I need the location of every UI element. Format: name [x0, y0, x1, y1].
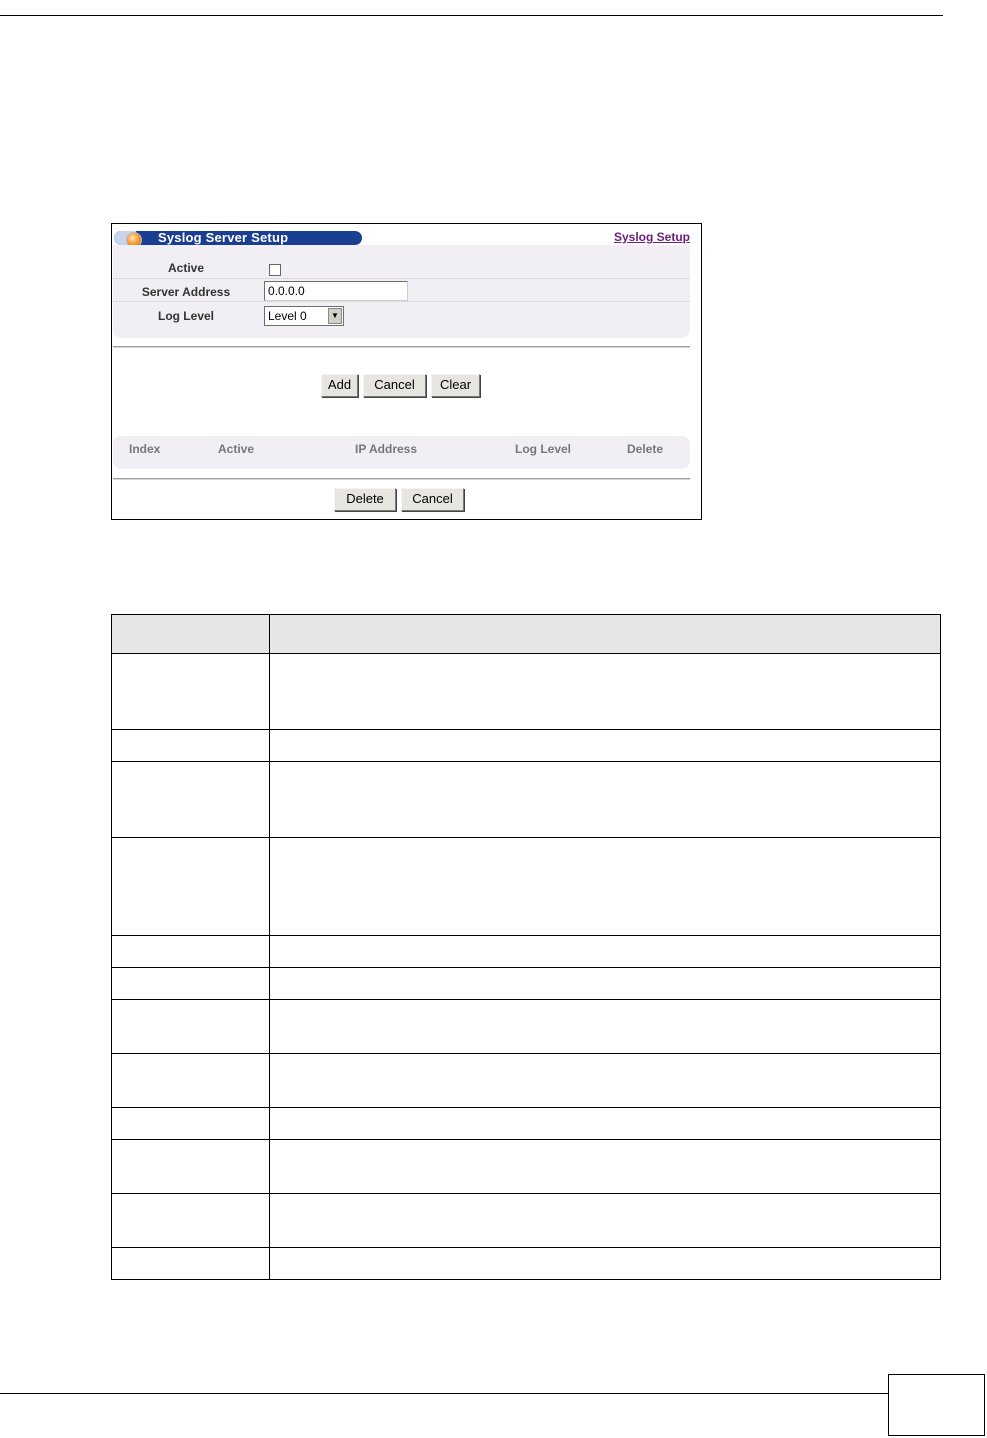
server-address-input[interactable]: 0.0.0.0 [264, 281, 408, 301]
table-row [112, 936, 941, 968]
server-address-label: Server Address [141, 285, 231, 299]
screen-title: Syslog Server Setup [158, 230, 289, 245]
cancel-button[interactable]: Cancel [363, 374, 426, 397]
table-header-row [112, 615, 941, 654]
table-row [112, 1140, 941, 1194]
table-row [112, 1194, 941, 1248]
column-header-active: Active [218, 442, 255, 456]
page-number-box [888, 1374, 985, 1436]
table-row [112, 838, 941, 936]
table-row [112, 968, 941, 1000]
active-checkbox[interactable] [269, 264, 281, 276]
divider [113, 478, 690, 480]
column-header-delete: Delete [627, 442, 664, 456]
table-row [112, 730, 941, 762]
cancel-button-2[interactable]: Cancel [401, 488, 464, 511]
column-header-log-level: Log Level [515, 442, 572, 456]
clear-button[interactable]: Clear [431, 374, 480, 397]
delete-button[interactable]: Delete [334, 488, 396, 511]
log-level-label: Log Level [157, 309, 214, 323]
column-header-ip-address: IP Address [355, 442, 418, 456]
table-row [112, 1054, 941, 1108]
table-row [112, 1108, 941, 1140]
table-row [112, 654, 941, 730]
syslog-setup-link[interactable]: Syslog Setup [613, 230, 690, 244]
active-label: Active [167, 261, 205, 275]
chevron-down-icon[interactable]: ▼ [328, 308, 342, 324]
table-row [112, 1000, 941, 1054]
table-row [112, 762, 941, 838]
add-button[interactable]: Add [321, 374, 358, 397]
divider [113, 346, 690, 348]
field-description-table [111, 614, 941, 1280]
footer-rule [0, 1393, 888, 1394]
column-header-index: Index [129, 442, 161, 456]
log-level-value: Level 0 [268, 309, 307, 323]
log-level-select[interactable] [264, 306, 344, 326]
table-row [112, 1248, 941, 1280]
syslog-server-setup-screenshot [111, 223, 702, 520]
header-rule [0, 15, 943, 16]
title-bar [114, 231, 362, 245]
